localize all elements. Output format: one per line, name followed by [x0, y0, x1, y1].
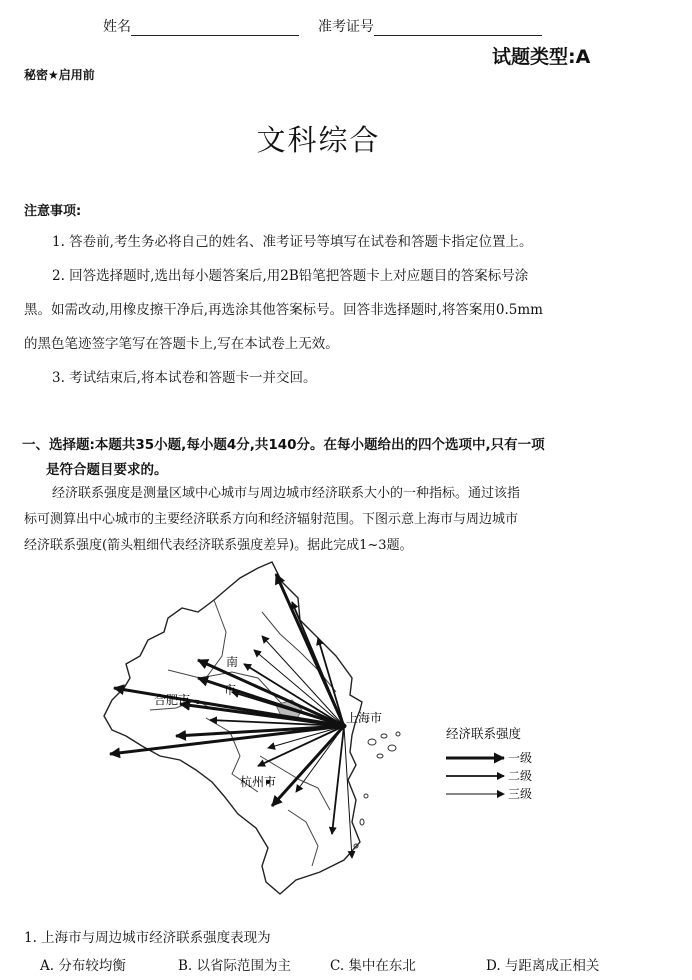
notice-heading: 注意事项: — [24, 204, 82, 219]
confidential-label: 秘密★启用前 — [24, 68, 95, 82]
exam-id-field — [318, 16, 542, 36]
question-1-option-a: A. 分布较均衡 — [40, 958, 126, 974]
legend-level2: 二级 — [508, 769, 533, 783]
notice-item-2-line-1: 2. 回答选择题时,选出每小题答案后,用2B铅笔把答题卡上对应题目的答案标号涂 — [52, 268, 529, 284]
economic-link-map — [0, 560, 692, 920]
notice-item-1: 1. 答卷前,考生务必将自己的姓名、准考证号等填写在试卷和答题卡指定位置上。 — [52, 234, 533, 250]
passage-line-1: 经济联系强度是测量区域中心城市与周边城市经济联系大小的一种指标。通过该指 — [52, 486, 521, 501]
label-hangzhou: 杭州市 — [240, 775, 277, 789]
question-1-option-c: C. 集中在东北 — [330, 958, 416, 974]
section-1-heading-line-2: 是符合题目要求的。 — [46, 462, 168, 478]
legend-level1: 一级 — [508, 751, 533, 765]
question-type: 试题类型:A — [492, 46, 591, 68]
exam-id-label: 准考证号 — [318, 19, 374, 35]
exam-id-blank — [374, 20, 542, 36]
passage-line-2: 标可测算出中心城市的主要经济联系方向和经济辐射范围。下图示意上海市与周边城市 — [24, 512, 519, 527]
name-field — [103, 16, 299, 36]
internal-boundary — [288, 810, 318, 866]
islands — [354, 732, 400, 848]
name-label: 姓名 — [103, 19, 131, 35]
question-1-option-b: B. 以省际范围为主 — [178, 958, 292, 974]
map-legend — [446, 726, 532, 801]
label-nanjing-1: 南 — [226, 655, 239, 669]
passage-line-3: 经济联系强度(箭头粗细代表经济联系强度差异)。据此完成1~3题。 — [24, 538, 413, 553]
hefei-marker — [196, 700, 200, 704]
label-hefei: 合肥市 — [154, 693, 191, 707]
label-shanghai: 上海市 — [346, 711, 383, 725]
notice-item-3: 3. 考试结束后,将本试卷和答题卡一并交回。 — [52, 370, 317, 386]
label-nanjing-2: 市 — [224, 683, 237, 697]
question-1-option-d: D. 与距离成正相关 — [486, 958, 600, 974]
legend-title: 经济联系强度 — [446, 726, 522, 741]
page-title: 文科综合 — [256, 123, 381, 157]
legend-level3: 三级 — [508, 787, 533, 801]
notice-item-2-line-2: 黑。如需改动,用橡皮擦干净后,再选涂其他答案标号。回答非选择题时,将答案用0.5mm — [24, 302, 543, 318]
notice-item-2-line-3: 的黑色笔迹签字笔写在答题卡上,写在本试卷上无效。 — [24, 336, 339, 352]
link-arrows — [110, 574, 352, 858]
question-1-stem: 1. 上海市与周边城市经济联系强度表现为 — [24, 930, 271, 946]
name-blank — [131, 20, 299, 36]
section-1-heading-line-1: 一、选择题:本题共35小题,每小题4分,共140分。在每小题给出的四个选项中,只有一项 — [22, 437, 545, 453]
